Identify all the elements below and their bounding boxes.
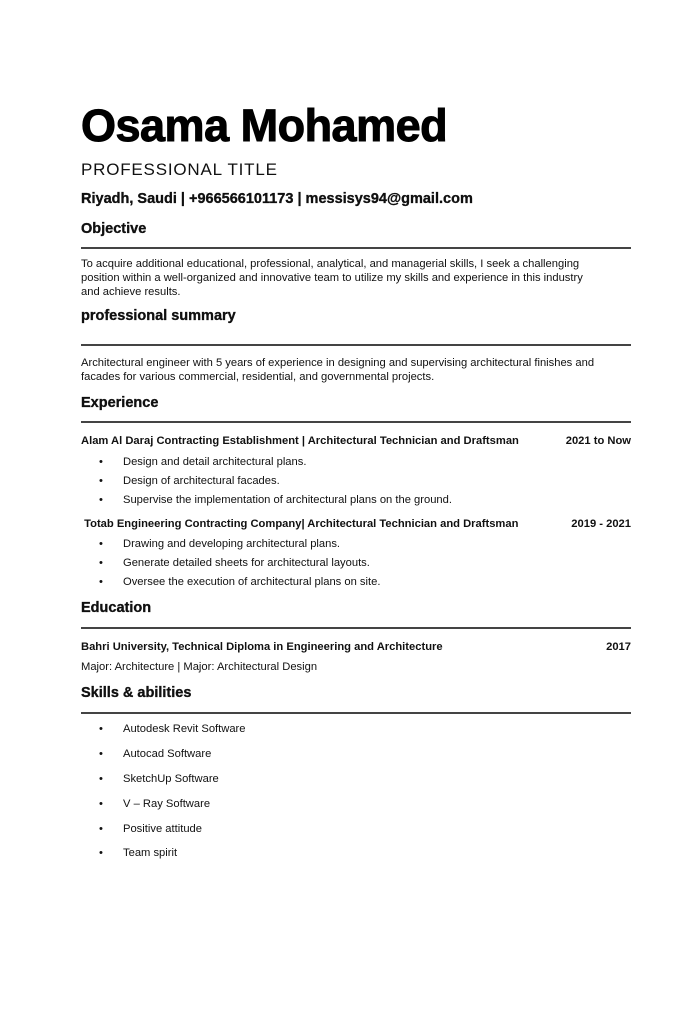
- job-dates: 2019 - 2021: [571, 518, 631, 530]
- job-title: Alam Al Daraj Contracting Establishment | Architectural Technician and Draftsman: [81, 435, 519, 447]
- divider: [81, 247, 631, 249]
- job-title: Totab Engineering Contracting Company| Architectural Technician and Draftsman: [81, 518, 519, 530]
- major: Major: Architecture | Major: Architectural Design: [81, 661, 318, 673]
- school: Bahri University, Technical Diploma in Engineering and Architecture: [81, 641, 443, 653]
- education-header: [81, 640, 631, 654]
- bullet: •: [99, 847, 103, 859]
- bullet: •: [99, 723, 103, 735]
- summary-text: Architectural engineer with 5 years of experience in designing and supervising architectural finishes and facades for various commercial, residential, and governmental projects.: [81, 357, 595, 383]
- divider: [81, 712, 631, 714]
- job-header: [81, 517, 631, 531]
- bullet: •: [99, 494, 103, 506]
- summary-heading: professional summary: [81, 308, 236, 324]
- objective-text: To acquire additional educational, professional, analytical, and managerial skills, I seek a challenging position within a well-organized and innovative team to utilize my skills and experience in this industry and achieve results.: [81, 258, 583, 298]
- graduation-year: 2017: [606, 641, 631, 653]
- bullet: •: [99, 557, 103, 569]
- skills-heading: Skills & abilities: [81, 685, 192, 701]
- bullet: •: [99, 456, 103, 468]
- professional-title: PROFESSIONAL TITLE: [81, 160, 278, 179]
- bullet: •: [99, 748, 103, 760]
- divider: [81, 627, 631, 629]
- bullet: •: [99, 773, 103, 785]
- bullet: •: [99, 538, 103, 550]
- bullet: •: [99, 576, 103, 588]
- contact-info: Riyadh, Saudi | +966566101173 | messisys94@gmail.com: [81, 191, 473, 207]
- bullet: •: [99, 475, 103, 487]
- divider: [81, 344, 631, 346]
- candidate-name: Osama Mohamed: [81, 100, 448, 151]
- bullet: •: [99, 798, 103, 810]
- experience-heading: Experience: [81, 395, 159, 411]
- bullet: •: [99, 823, 103, 835]
- divider: [81, 421, 631, 423]
- objective-heading: Objective: [81, 221, 147, 237]
- job-header: [81, 434, 631, 448]
- job-dates: 2021 to Now: [565, 435, 631, 447]
- education-heading: Education: [81, 600, 152, 616]
